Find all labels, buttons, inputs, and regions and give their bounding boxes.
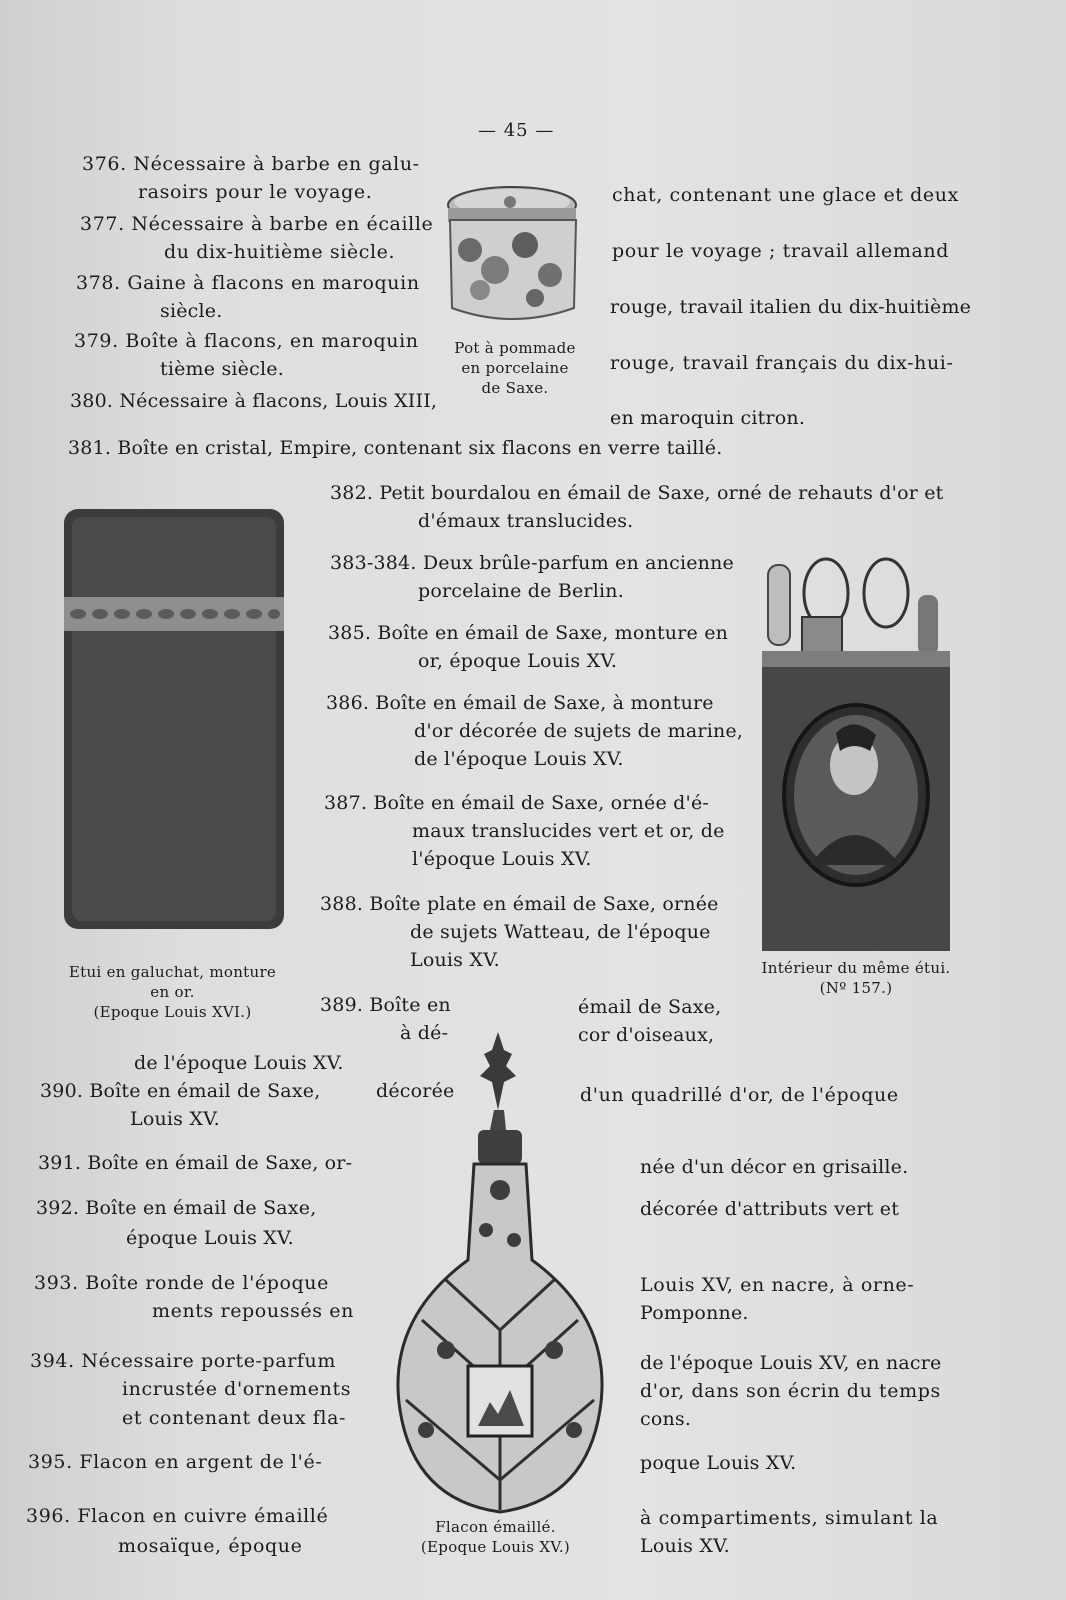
flacon-caption-line-2: (Epoque Louis XV.) <box>420 1538 571 1556</box>
right-line-3: rouge, travail italien du dix-huitième <box>610 296 972 318</box>
entry-392-left-1: 392. Boîte en émail de Saxe, <box>36 1197 317 1219</box>
entry-380: 380. Nécessaire à flacons, Louis XIII, <box>70 390 438 412</box>
entry-383-line-2: porcelaine de Berlin. <box>418 580 624 602</box>
entry-396-right-2: Louis XV. <box>640 1535 730 1557</box>
flacon-caption <box>398 1517 593 1557</box>
entry-382-line-1: 382. Petit bourdalou en émail de Saxe, orné de rehauts d'or et <box>330 482 944 504</box>
entry-393-left-1: 393. Boîte ronde de l'époque <box>34 1272 329 1294</box>
entry-389-right-2: cor d'oiseaux, <box>578 1024 715 1046</box>
entry-392-right-1: décorée d'attributs vert et <box>640 1198 900 1220</box>
entry-387-line-1: 387. Boîte en émail de Saxe, ornée d'é- <box>324 792 710 814</box>
entry-376-line-1: 376. Nécessaire à barbe en galu- <box>82 153 420 175</box>
entry-377-line-1: 377. Nécessaire à barbe en écaille <box>80 213 434 235</box>
entry-386-line-3: de l'époque Louis XV. <box>414 748 624 770</box>
entry-377-line-2: du dix-huitième siècle. <box>164 241 396 263</box>
entry-394-left-3: et contenant deux fla- <box>122 1407 347 1429</box>
right-line-5: en maroquin citron. <box>610 407 806 429</box>
entry-390-left-2: décorée <box>376 1080 455 1102</box>
entry-396-right-1: à compartiments, simulant la <box>640 1507 939 1529</box>
entry-389-left-1: 389. Boîte en <box>320 994 451 1016</box>
right-line-1: chat, contenant une glace et deux <box>612 184 959 206</box>
entry-393-left-2: ments repoussés en <box>152 1300 354 1322</box>
entry-385-line-1: 385. Boîte en émail de Saxe, monture en <box>328 622 729 644</box>
etui-caption-line-2: en or. <box>150 983 195 1001</box>
interieur-etui-illustration <box>758 555 954 955</box>
entry-394-right-2: d'or, dans son écrin du temps <box>640 1380 941 1402</box>
entry-387-line-2: maux translucides vert et or, de <box>412 820 725 842</box>
entry-379-line-2: tième siècle. <box>160 358 284 380</box>
entry-389-line-3: de l'époque Louis XV. <box>134 1052 344 1074</box>
etui-caption-line-1: Etui en galuchat, monture <box>68 963 277 981</box>
etui-galuchat-illustration <box>58 505 290 935</box>
entry-385-line-2: or, époque Louis XV. <box>418 650 618 672</box>
entry-378-line-1: 378. Gaine à flacons en maroquin <box>76 272 420 294</box>
entry-393-right-1: Louis XV, en nacre, à orne- <box>640 1274 915 1296</box>
entry-396-left-1: 396. Flacon en cuivre émaillé <box>26 1505 329 1527</box>
entry-383-line-1: 383-384. Deux brûle-parfum en ancienne <box>330 552 734 574</box>
right-line-2: pour le voyage ; travail allemand <box>612 240 950 262</box>
entry-388-line-3: Louis XV. <box>410 949 500 971</box>
pot-caption <box>440 338 590 398</box>
entry-388-line-1: 388. Boîte plate en émail de Saxe, ornée <box>320 893 719 915</box>
entry-389-left-2: à dé- <box>400 1022 449 1044</box>
flacon-caption-line-1: Flacon émaillé. <box>435 1518 556 1536</box>
entry-391-right: née d'un décor en grisaille. <box>640 1156 909 1178</box>
interior-caption-line-2: (Nº 157.) <box>819 979 893 997</box>
etui-caption-line-3: (Epoque Louis XVI.) <box>93 1003 252 1021</box>
entry-381: 381. Boîte en cristal, Empire, contenant six flacons en verre taillé. <box>68 437 723 459</box>
entry-388-line-2: de sujets Watteau, de l'époque <box>410 921 711 943</box>
entry-394-right-1: de l'époque Louis XV, en nacre <box>640 1352 942 1374</box>
entry-393-right-2: Pomponne. <box>640 1302 749 1324</box>
entry-376-line-2: rasoirs pour le voyage. <box>138 181 373 203</box>
entry-378-line-2: siècle. <box>160 300 223 322</box>
entry-394-right-3: cons. <box>640 1408 692 1430</box>
entry-394-left-1: 394. Nécessaire porte-parfum <box>30 1350 337 1372</box>
entry-395-right: poque Louis XV. <box>640 1452 797 1474</box>
entry-386-line-1: 386. Boîte en émail de Saxe, à monture <box>326 692 714 714</box>
pot-caption-line-1: Pot à pommade <box>454 339 576 357</box>
entry-392-left-2: époque Louis XV. <box>126 1227 294 1249</box>
etui-caption <box>40 962 305 1022</box>
entry-389-right-1: émail de Saxe, <box>578 996 722 1018</box>
entry-379-line-1: 379. Boîte à flacons, en maroquin <box>74 330 419 352</box>
entry-394-left-2: incrustée d'ornements <box>122 1378 352 1400</box>
entry-396-left-2: mosaïque, époque <box>118 1535 303 1557</box>
page-number: — 45 — <box>478 120 555 141</box>
entry-382-line-2: d'émaux translucides. <box>418 510 634 532</box>
entry-395-left: 395. Flacon en argent de l'é- <box>28 1451 323 1473</box>
entry-390-line-2: Louis XV. <box>130 1108 220 1130</box>
pot-a-pommade-illustration <box>440 180 590 330</box>
entry-391-left: 391. Boîte en émail de Saxe, or- <box>38 1152 353 1174</box>
entry-387-line-3: l'époque Louis XV. <box>412 848 592 870</box>
interior-caption <box>742 958 970 998</box>
pot-caption-line-2: en porcelaine <box>461 359 569 377</box>
entry-390-right-1: d'un quadrillé d'or, de l'époque <box>580 1084 899 1106</box>
interior-caption-line-1: Intérieur du même étui. <box>761 959 951 977</box>
entry-390-left-1: 390. Boîte en émail de Saxe, <box>40 1080 321 1102</box>
right-line-4: rouge, travail français du dix-hui- <box>610 352 954 374</box>
entry-386-line-2: d'or décorée de sujets de marine, <box>414 720 744 742</box>
pot-caption-line-3: de Saxe. <box>481 379 549 397</box>
